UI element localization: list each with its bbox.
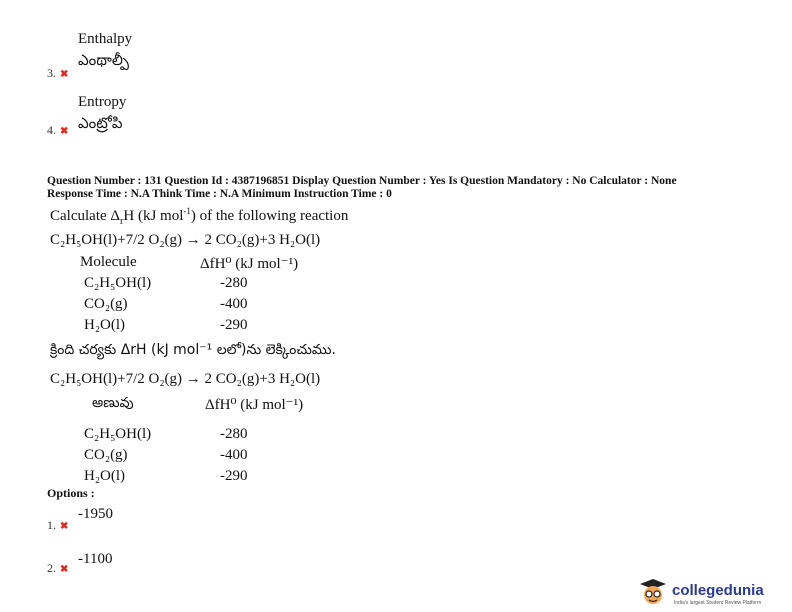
option-3-marker: [47, 66, 68, 81]
prompt-pre: Calculate Δ: [50, 208, 121, 224]
option-4-marker: [47, 123, 68, 138]
table-row-value: -400: [220, 296, 248, 312]
option-1-value: -1950: [78, 506, 113, 522]
option-2-value: -1100: [78, 551, 113, 567]
table-row-molecule: C₂H₅OH(l): [84, 275, 152, 291]
question-prompt-english: [50, 206, 348, 227]
option-2-marker: [47, 561, 68, 576]
reaction-telugu: C₂H₅OH(l)+7/2 O₂(g) → 2 CO₂(g)+3 H₂O(l): [50, 371, 321, 387]
option-3-english: Enthalpy: [78, 31, 133, 47]
logo-tagline: India's largest Student Review Platform: [674, 600, 762, 606]
collegedunia-mascot-icon: [636, 578, 670, 606]
table-row-molecule: H₂O(l): [84, 317, 126, 333]
reaction-english: C₂H₅OH(l)+7/2 O₂(g) → 2 CO₂(g)+3 H₂O(l): [50, 232, 321, 248]
table-row-molecule: H₂O(l): [84, 468, 126, 484]
option-2-number: 2.: [47, 561, 56, 575]
prompt-sub: r: [120, 216, 124, 227]
question-meta-line2: Response Time : N.A Think Time : N.A Minimum Instruction Time : 0: [47, 188, 392, 200]
cross-icon: ✖: [60, 69, 69, 80]
option-4-telugu: ఎంట్రోపి: [78, 114, 123, 132]
option-1-number: 1.: [47, 518, 56, 532]
prompt-mid: H (kJ mol: [123, 208, 184, 224]
options-label: Options :: [47, 486, 95, 500]
option-1-marker: [47, 518, 68, 533]
table-header-molecule: Molecule: [80, 254, 137, 270]
table-header-enthalpy: ΔfH⁰ (kJ mol⁻¹): [200, 256, 299, 272]
option-3-telugu: ఎంథాల్పీ: [78, 51, 129, 69]
question-prompt-telugu: క్రింది చర్యకు ΔrH (kJ mol⁻¹ లలో)ను లెక్కించుము.: [50, 342, 336, 358]
cross-icon: ✖: [60, 126, 69, 137]
cross-icon: ✖: [60, 521, 69, 532]
logo-text: collegedunia: [672, 582, 764, 599]
prompt-sup: -1: [183, 206, 191, 216]
table-row-value: -280: [220, 275, 248, 291]
table-row-molecule: CO₂(g): [84, 296, 128, 312]
table-row-value: -290: [220, 468, 248, 484]
table-header-enthalpy-telugu: ΔfH⁰ (kJ mol⁻¹): [205, 397, 304, 413]
prompt-post: ) of the following reaction: [190, 208, 349, 224]
question-meta-line1: Question Number : 131 Question Id : 4387196851 Display Question Number : Yes Is Question Mandatory : No Calculator : None: [47, 175, 677, 187]
table-header-molecule-telugu: అణువు: [92, 395, 134, 411]
table-row-value: -280: [220, 426, 248, 442]
cross-icon: ✖: [60, 564, 69, 575]
table-row-value: -400: [220, 447, 248, 463]
option-3-number: 3.: [47, 66, 56, 80]
table-row-molecule: C₂H₅OH(l): [84, 426, 152, 442]
table-row-value: -290: [220, 317, 248, 333]
option-4-english: Entropy: [78, 94, 127, 110]
table-row-molecule: CO₂(g): [84, 447, 128, 463]
option-4-number: 4.: [47, 123, 56, 137]
